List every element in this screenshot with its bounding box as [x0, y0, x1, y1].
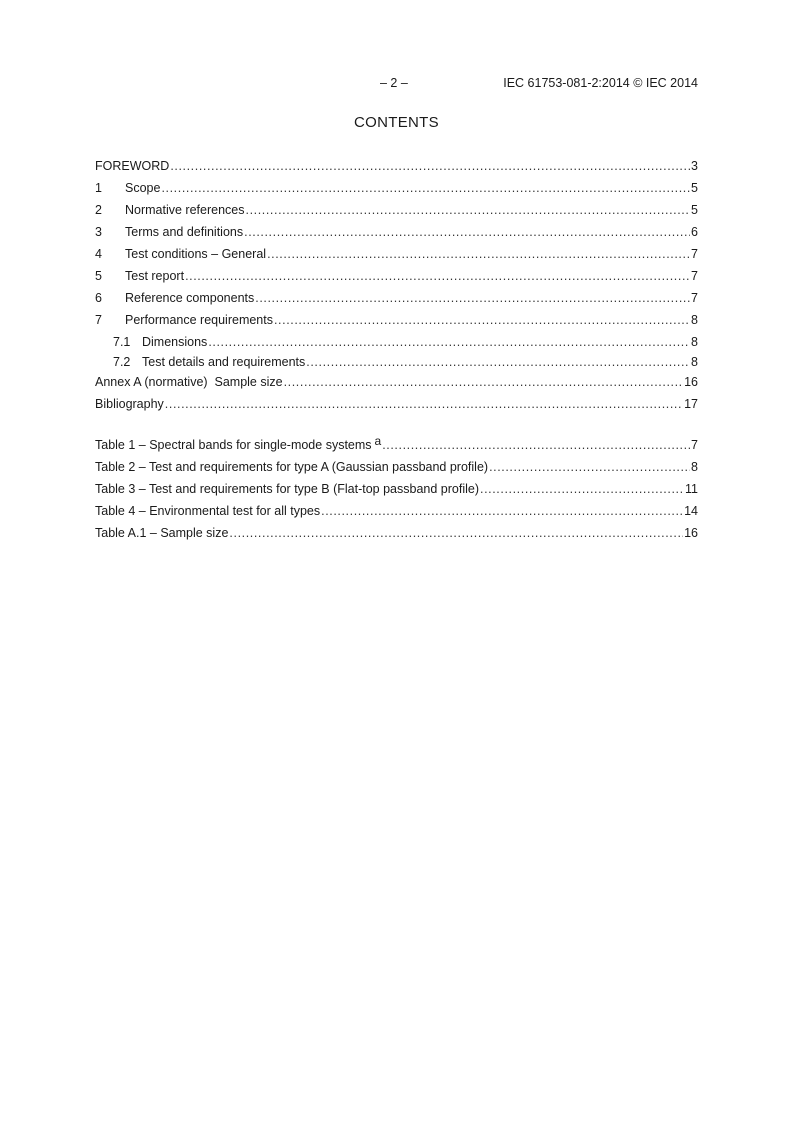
toc-entry-number: 7 — [95, 313, 102, 327]
table-entry-a1[interactable] — [95, 525, 698, 547]
dot-leader — [170, 158, 690, 175]
toc-entry-page: 5 — [691, 181, 698, 195]
table-entry-label: Table 2 – Test and requirements for type A (Gaussian passband profile) — [95, 460, 489, 474]
dot-leader — [244, 224, 690, 241]
toc-entry-scope[interactable] — [95, 180, 698, 202]
table-entry-page: 16 — [684, 526, 698, 540]
toc-entry-label: Terms and definitions — [125, 225, 244, 239]
toc-entry-page: 16 — [684, 375, 698, 389]
dot-leader — [480, 481, 684, 498]
table-entry-2[interactable] — [95, 459, 698, 481]
dot-leader — [255, 290, 690, 307]
table-entry-label: Table 3 – Test and requirements for type B (Flat-top passband profile) — [95, 482, 480, 496]
dot-leader — [246, 202, 691, 219]
table-entry-page: 11 — [685, 482, 698, 496]
table-entry-page: 7 — [691, 438, 698, 452]
dot-leader — [489, 459, 690, 476]
toc-entry-normative-references[interactable] — [95, 202, 698, 224]
toc-entry-page: 7 — [691, 291, 698, 305]
toc-entry-number: 5 — [95, 269, 102, 283]
table-entry-label: Table A.1 – Sample size — [95, 526, 229, 540]
toc-entry-page: 8 — [691, 355, 698, 369]
toc-entry-test-conditions[interactable] — [95, 246, 698, 268]
table-entry-1[interactable] — [95, 434, 698, 459]
dot-leader — [185, 268, 690, 285]
dot-leader — [208, 334, 690, 351]
toc-entry-performance-requirements[interactable] — [95, 312, 698, 334]
contents-title: CONTENTS — [354, 114, 439, 131]
toc-entry-page: 5 — [691, 203, 698, 217]
page-header — [95, 76, 698, 92]
dot-leader — [321, 503, 683, 520]
toc-entry-dimensions[interactable] — [95, 334, 698, 354]
toc-entry-number: 7.1 — [113, 335, 131, 349]
toc-entry-number: 6 — [95, 291, 102, 305]
toc-entry-test-report[interactable] — [95, 268, 698, 290]
dot-leader — [229, 525, 683, 542]
dot-leader — [267, 246, 690, 263]
toc-entry-label: Test details and requirements — [142, 355, 306, 369]
toc-entry-label: Bibliography — [95, 397, 164, 411]
toc-entry-label: Test report — [125, 269, 185, 283]
toc-entry-label: Test conditions – General — [125, 247, 267, 261]
dot-leader — [165, 396, 683, 413]
toc-entry-page: 17 — [684, 397, 698, 411]
toc-entry-number: 4 — [95, 247, 102, 261]
table-entry-page: 14 — [684, 504, 698, 518]
toc-entry-page: 7 — [691, 269, 698, 283]
toc-entry-number: 3 — [95, 225, 102, 239]
toc-entry-label: Annex A (normative) Sample size — [95, 375, 283, 389]
dot-leader — [382, 437, 690, 454]
toc-entry-label: Reference components — [125, 291, 255, 305]
toc-entry-label: Normative references — [125, 203, 245, 217]
toc-entry-label: FOREWORD — [95, 159, 170, 173]
toc-entry-page: 6 — [691, 225, 698, 239]
toc-entry-annex-a[interactable] — [95, 374, 698, 396]
toc-entry-reference-components[interactable] — [95, 290, 698, 312]
toc-entry-terms-definitions[interactable] — [95, 224, 698, 246]
dot-leader — [284, 374, 684, 391]
table-entry-label: Table 4 – Environmental test for all types — [95, 504, 321, 518]
toc-entry-number: 2 — [95, 203, 102, 217]
toc-entry-label: Scope — [125, 181, 161, 195]
table-entry-title: Table 1 – Spectral bands for single-mode systems — [95, 438, 372, 452]
table-entry-page: 8 — [691, 460, 698, 474]
toc-entry-page: 3 — [691, 159, 698, 173]
toc-entry-page: 8 — [691, 313, 698, 327]
toc-entry-label: Dimensions — [142, 335, 208, 349]
toc-entry-bibliography[interactable] — [95, 396, 698, 418]
table-entry-3[interactable] — [95, 481, 698, 503]
document-id: IEC 61753-081-2:2014 © IEC 2014 — [503, 76, 698, 90]
dot-leader — [161, 180, 690, 197]
toc-entry-test-details[interactable] — [95, 354, 698, 374]
table-entry-4[interactable] — [95, 503, 698, 525]
footnote-marker: a — [374, 434, 382, 448]
toc-entry-page: 8 — [691, 335, 698, 349]
dot-leader — [306, 354, 690, 371]
table-of-contents — [95, 158, 698, 418]
toc-entry-label: Performance requirements — [125, 313, 273, 327]
dot-leader — [274, 312, 690, 329]
toc-entry-number: 1 — [95, 181, 102, 195]
toc-entry-number: 7.2 — [113, 355, 131, 369]
list-of-tables — [95, 434, 698, 547]
table-entry-label — [95, 434, 382, 454]
page-number: – 2 – — [380, 76, 408, 90]
toc-entry-foreword[interactable] — [95, 158, 698, 180]
toc-entry-page: 7 — [691, 247, 698, 261]
